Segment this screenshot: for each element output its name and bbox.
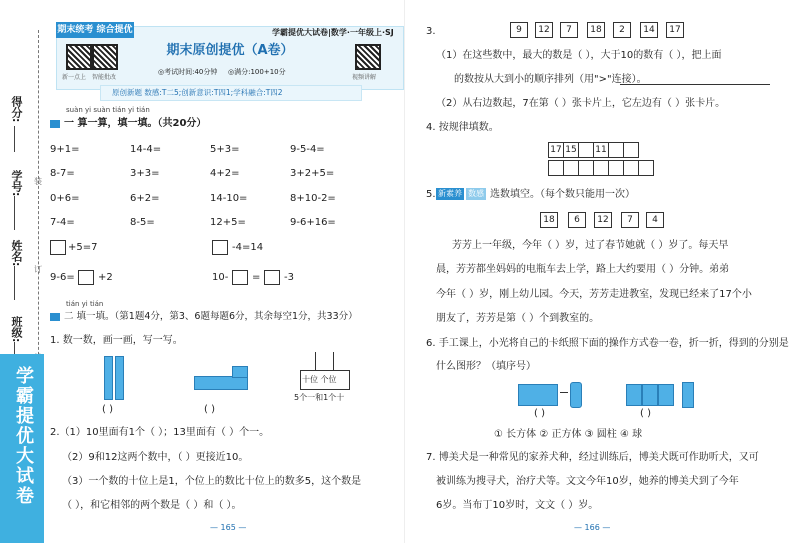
answer-box[interactable] [50, 240, 66, 255]
question-2-1: 2.（1）10里面有1个（ ）；13里面有（ ）个一。 [50, 427, 270, 438]
sequence-cell[interactable] [623, 160, 639, 176]
sequence-cell: 15 [563, 142, 579, 158]
page-number-right: — 166 — [574, 523, 611, 532]
question-7c: 6岁。当布丁10岁时，文文（ ）岁。 [436, 500, 599, 511]
cut-line [38, 30, 39, 370]
sequence-cell: 17 [548, 142, 564, 158]
question-7b: 被训练为搜寻犬，治疗犬等。文文今年10岁，她养的博美犬到了今年 [436, 476, 739, 487]
calc-cell: 9-6+16= [290, 217, 336, 228]
question-2-2: （2）9和12这两个数中，（ ）更接近10。 [62, 452, 249, 463]
qr-caption-1: 新一点上 [62, 74, 87, 81]
score-line [14, 126, 15, 152]
question-3-2: （2）从右边数起，7在第（ ）张卡片上，它左边有（ ）张卡片。 [436, 98, 726, 109]
question-4: 4. 按规律填数。 [426, 122, 499, 133]
sequence-cell[interactable] [563, 160, 579, 176]
question-5-p3: 今年（ ）岁，刚上幼儿园。今天，芳芳走进教室，发现已经来了17个小 [436, 289, 752, 300]
sequence-cell[interactable] [608, 160, 624, 176]
question-2-3b: （ ），和它相邻的两个数是（ ）和（ ）。 [62, 500, 242, 511]
question-5: 选数填空。（每个数只能用一次） [490, 189, 635, 200]
question-6b: 什么图形？（填序号） [436, 361, 536, 372]
fill-expr: = [252, 272, 261, 283]
question-3-1b: 的数按从大到小的顺序排列（用">"连接）。 [454, 74, 647, 85]
calc-cell: 3+3= [130, 168, 160, 179]
exam-time: ◎考试时间:40分钟 [158, 68, 218, 76]
sequence-cell: 11 [593, 142, 609, 158]
calc-cell: 9-5-4= [290, 144, 325, 155]
fill-expr: 10- [212, 272, 229, 283]
calc-cell: 4+2= [210, 168, 240, 179]
section1-pinyin: suàn yi suàn tián yi tián [66, 106, 150, 114]
qr-code-icon[interactable] [92, 44, 118, 70]
cut-char-2: 订 [34, 265, 42, 274]
calc-cell: 3+2+5= [290, 168, 335, 179]
calc-cell: 5+3= [210, 144, 240, 155]
cylinder-figure [570, 382, 582, 408]
question-5-p2: 晨，芳芳都坐妈妈的电瓶车去上学，路上大约要用（ ）分钟。弟弟 [436, 264, 730, 275]
answer-paren: ( ) [102, 404, 113, 415]
fill-expr: -4=14 [232, 242, 264, 253]
calc-cell: 12+5= [210, 217, 246, 228]
sequence-cell[interactable] [578, 142, 594, 158]
number-card: 18 [587, 22, 605, 38]
calc-cell: 14-4= [130, 144, 162, 155]
sequence-cell[interactable] [578, 160, 594, 176]
class-label: 班级: [10, 316, 23, 343]
question-2-3: （3）一个数的十位上是1，个位上的数比十位上的数多5，这个数是 [62, 476, 362, 487]
score-label: 得分: [10, 96, 23, 123]
answer-box[interactable] [212, 240, 228, 255]
fill-expr: +2 [98, 272, 113, 283]
exam-score: ◎满分:100+10分 [228, 68, 286, 76]
question-3-label: 3. [426, 26, 436, 37]
question-5-p1: 芳芳上一年级，今年（ ）岁，过了春节她就（ ）岁了。每天早 [452, 240, 729, 251]
sequence-cell[interactable] [548, 160, 564, 176]
page-number-left: — 165 — [210, 523, 247, 532]
fill-expr: +5=7 [68, 242, 98, 253]
abacus-labels: 十位 个位 [302, 375, 337, 384]
paper-rectangle-figure [518, 384, 558, 406]
qr-code-icon[interactable] [355, 44, 381, 70]
question-5-p4: 朋友了，芳芳是第（ ）个到教室的。 [436, 313, 600, 324]
sequence-cell[interactable] [608, 142, 624, 158]
sequence-cell[interactable] [638, 160, 654, 176]
exam-title: 期末原创提优（A卷） [166, 43, 294, 58]
name-label: 姓名: [10, 240, 23, 267]
number-card: 12 [594, 212, 612, 228]
cube-stack-figure [232, 366, 248, 378]
info-strip-text: 原创新题 数感:T二5;创新意识:T四1;学科融合:T四2 [112, 88, 283, 97]
question-6: 6. 手工课上，小光将自己的卡纸照下面的操作方式卷一卷，折一折，得到的分别是 [426, 338, 789, 349]
number-card: 9 [510, 22, 528, 38]
number-card: 12 [535, 22, 553, 38]
id-line [14, 196, 15, 230]
arrow-icon [560, 392, 568, 393]
ten-rod-figure [104, 356, 113, 400]
qr-caption-3: 视频讲解 [352, 74, 377, 81]
ten-rod-figure [115, 356, 124, 400]
calc-cell: 14-10= [210, 193, 248, 204]
answer-box[interactable] [78, 270, 94, 285]
exam-tag: 期末统考 综合提优 [56, 22, 134, 38]
calc-cell: 0+6= [50, 193, 80, 204]
shape-options: ① 长方体 ② 正方体 ③ 圆柱 ④ 球 [494, 429, 643, 440]
section2-pinyin: tián yi tián [66, 300, 104, 308]
name-line [14, 266, 15, 300]
calc-cell: 8-5= [130, 217, 155, 228]
answer-box[interactable] [232, 270, 248, 285]
paper-panel-figure [658, 384, 674, 406]
fill-expr: 9-6= [50, 272, 75, 283]
number-card: 7 [560, 22, 578, 38]
number-card: 4 [646, 212, 664, 228]
series-label: 学霸提优大试卷|数学·一年级上·SJ [272, 28, 394, 37]
question-3-1: （1）在这些数中，最大的数是（ ），大于10的数有（ ），把上面 [436, 50, 722, 61]
number-card: 14 [640, 22, 658, 38]
calc-cell: 7-4= [50, 217, 75, 228]
question-5-label: 5. [426, 189, 436, 200]
prism-figure [682, 382, 694, 408]
new-literacy-tag: 新素养 [438, 189, 462, 198]
section1-title: 一 算一算，填一填。（共20分） [64, 118, 207, 129]
answer-line[interactable] [620, 84, 770, 85]
number-sense-tag: 数感 [468, 189, 484, 198]
answer-paren: ( ) [204, 404, 215, 415]
question-7: 7. 博美犬是一种常见的家养犬种，经过训练后，博美犬既可作助听犬，又可 [426, 452, 759, 463]
number-card: 6 [568, 212, 586, 228]
number-card: 2 [613, 22, 631, 38]
question-1: 1. 数一数，画一画，写一写。 [50, 335, 183, 346]
cube-row-figure [194, 376, 248, 390]
number-card: 18 [540, 212, 558, 228]
sequence-cell[interactable] [623, 142, 639, 158]
qr-caption-2: 智能批改 [92, 74, 117, 81]
number-card: 17 [666, 22, 684, 38]
fill-expr: -3 [284, 272, 294, 283]
abacus-rod [315, 352, 316, 370]
abacus-rod [333, 352, 334, 370]
paper-panel-figure [626, 384, 642, 406]
answer-box[interactable] [264, 270, 280, 285]
section-marker-icon [50, 313, 60, 321]
calc-cell: 8-7= [50, 168, 75, 179]
id-label: 学号: [10, 170, 23, 197]
answer-paren: ( ) [640, 408, 651, 419]
cut-char-1: 装 [34, 177, 42, 186]
number-card: 7 [621, 212, 639, 228]
qr-code-icon[interactable] [66, 44, 92, 70]
section-marker-icon [50, 120, 60, 128]
abacus-caption: 5个一和1个十 [294, 393, 345, 402]
sequence-cell[interactable] [593, 160, 609, 176]
section2-title: 二 填一填。（第1题4分，第3、6题每题6分，其余每空1分，共33分） [64, 311, 358, 322]
page-divider [404, 0, 405, 543]
calc-cell: 8+10-2= [290, 193, 336, 204]
calc-cell: 6+2= [130, 193, 160, 204]
answer-paren: ( ) [534, 408, 545, 419]
calc-cell: 9+1= [50, 144, 80, 155]
brand-logo: 学霸提优大试卷 [13, 366, 34, 506]
paper-panel-figure [642, 384, 658, 406]
